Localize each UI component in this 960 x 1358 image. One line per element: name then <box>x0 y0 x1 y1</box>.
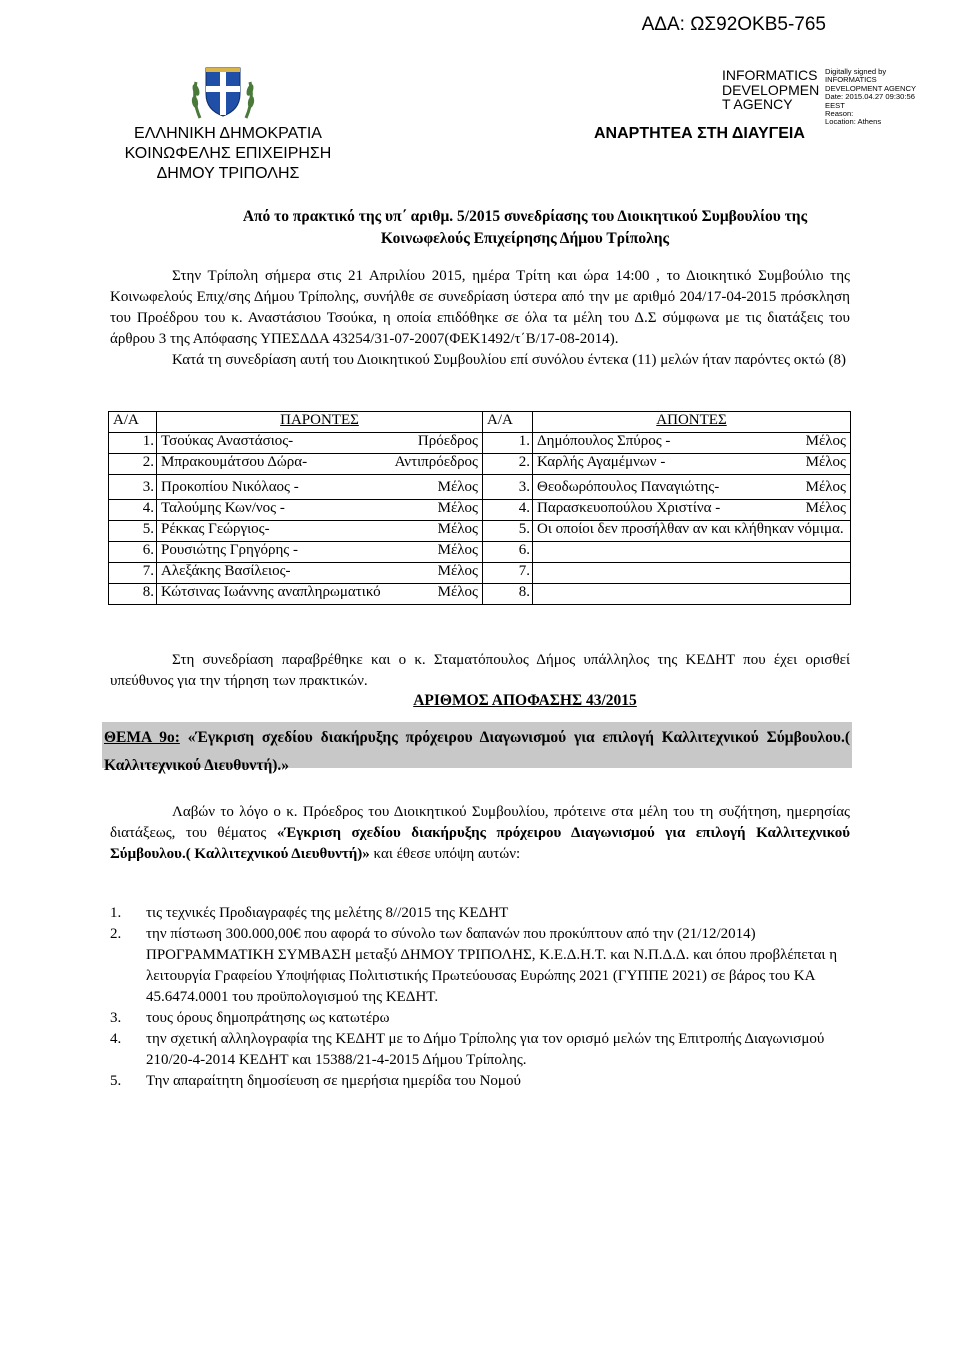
secretary-paragraph: Στη συνεδρίαση παραβρέθηκε και ο κ. Σταματόπουλος Δήμος υπάλληλος της ΚΕΔΗΤ που έχει ορισθεί υπεύθυνος για την τήρηση των πρακτικών. <box>110 652 850 689</box>
theme-box <box>102 722 852 774</box>
document-title-line1: Από το πρακτικό της υπ΄ αριθμ. 5/2015 συνεδρίασης του Διοικητικού Συμβουλίου της <box>242 208 808 225</box>
absent-role: Μέλος <box>805 454 846 470</box>
list-item <box>110 903 850 924</box>
signature-name <box>722 68 819 112</box>
item-text: Την απαραίτητη δημοσίευση σε ημερήσια ημερίδα του Νομού <box>146 1073 521 1089</box>
absent-name: Καρλής Αγαμέμνων - <box>537 454 666 470</box>
row-number: 3. <box>109 475 157 500</box>
attendance-table <box>108 411 851 605</box>
signature-detail-line: Reason: <box>825 109 854 119</box>
list-item <box>110 1008 850 1029</box>
present-name: Μπρακουμάτσου Δώρα- <box>161 454 308 470</box>
absent-name: Παρασκευοπούλου Χριστίνα - <box>537 500 721 516</box>
org-line-municipality: ΔΗΜΟΥ ΤΡΙΠΟΛΗΣ <box>156 165 300 182</box>
present-cell <box>157 454 483 475</box>
present-role: Αντιπρόεδρος <box>394 454 478 470</box>
body-text-end: και έθεσε υπόψη αυτών: <box>369 846 521 862</box>
org-line-enterprise: ΚΟΙΝΩΦΕΛΗΣ ΕΠΙΧΕΙΡΗΣΗ <box>124 145 332 162</box>
signature-name-line: INFORMATICS <box>722 67 818 83</box>
header-aa: Α/Α <box>109 412 157 433</box>
row-number: 7. <box>109 563 157 584</box>
absent-role: Μέλος <box>805 479 846 495</box>
row-number: 6. <box>483 542 533 563</box>
present-cell <box>157 584 483 605</box>
header-aa-2: Α/Α <box>483 412 533 433</box>
absent-cell <box>533 433 851 454</box>
present-cell <box>157 475 483 500</box>
list-item <box>110 1029 850 1071</box>
absent-note: Οι οποίοι δεν προσήλθαν αν και κλήθηκαν νόμιμα. <box>537 521 844 537</box>
theme-text: «Έγκριση σχεδίου διακήρυξης πρόχειρου Διαγωνισμού για επιλογή Καλλιτεχνικού Σύμβουλου.( Καλλιτεχνικού Διευθυντή).» <box>104 729 850 774</box>
secretary-section <box>110 650 850 692</box>
header-present <box>157 412 483 433</box>
present-role: Μέλος <box>437 563 478 579</box>
item-number: 5. <box>110 1073 122 1089</box>
signature-name-line: T AGENCY <box>722 96 793 112</box>
absent-name: Δημόπουλος Σπύρος - <box>537 433 671 449</box>
present-role: Μέλος <box>437 521 478 537</box>
ada-code: ΑΔΑ: ΩΣ92ΟΚΒ5-765 <box>641 14 826 35</box>
intro-paragraph-2: Κατά τη συνεδρίαση αυτή του Διοικητικού Συμβουλίου επί συνόλου έντεκα (11) μελών ήταν παρόντες οκτώ (8) <box>172 352 846 368</box>
header-absent <box>533 412 851 433</box>
item-text: τους όρους δημοπράτησης ως κατωτέρω <box>146 1010 390 1026</box>
absent-cell <box>533 584 851 605</box>
list-item <box>110 924 850 1008</box>
table-row <box>109 454 851 475</box>
header-absent-label: ΑΠΟΝΤΕΣ <box>656 412 727 428</box>
signature-detail-line: DEVELOPMENT AGENCY <box>825 83 917 93</box>
signature-detail-line: Digitally signed by <box>825 67 887 76</box>
header-present-label: ΠΑΡΟΝΤΕΣ <box>280 412 359 428</box>
table-row <box>109 584 851 605</box>
present-name: Κώτσινας Ιωάννης αναπληρωματικό <box>161 584 381 600</box>
absent-cell <box>533 454 851 475</box>
signature-detail-line: Location: Athens <box>825 117 882 127</box>
absent-name: Θεοδωρόπουλος Παναγιώτης- <box>537 479 720 495</box>
absent-cell <box>533 475 851 500</box>
body-section <box>110 802 850 865</box>
body-text-start: Λαβών το λόγο ο κ. Πρόεδρος του Διοικητικού Συμβουλίου, πρότεινε στα μέλη του τη συζήτηση, ημερησίας διατάξεως, του θέματος <box>110 804 850 841</box>
row-number: 3. <box>483 475 533 500</box>
intro-section <box>110 266 850 371</box>
row-number: 8. <box>109 584 157 605</box>
table-row <box>109 433 851 454</box>
org-line-country: ΕΛΛΗΝΙΚΗ ΔΗΜΟΚΡΑΤΙΑ <box>134 125 322 142</box>
item-text: τις τεχνικές Προδιαγραφές της μελέτης 8//2015 της ΚΕΔΗΤ <box>146 905 509 921</box>
table-row <box>109 542 851 563</box>
row-number: 5. <box>109 521 157 542</box>
present-name: Προκοπίου Νικόλαος - <box>161 479 299 495</box>
organization-header <box>108 124 348 184</box>
document-title-line2: Κοινωφελούς Επιχείρησης Δήμου Τρίπολης <box>380 230 670 247</box>
decision-number: ΑΡΙΘΜΟΣ ΑΠΟΦΑΣΗΣ 43/2015 <box>413 692 637 709</box>
present-cell <box>157 521 483 542</box>
row-number: 2. <box>483 454 533 475</box>
list-item <box>110 1071 850 1092</box>
signature-detail-line: INFORMATICS <box>825 75 877 85</box>
present-role: Μέλος <box>437 584 478 600</box>
row-number: 6. <box>109 542 157 563</box>
signature-details <box>825 68 916 127</box>
row-number: 7. <box>483 563 533 584</box>
present-cell <box>157 433 483 454</box>
table-row <box>109 500 851 521</box>
present-role: Μέλος <box>437 479 478 495</box>
row-number: 1. <box>483 433 533 454</box>
row-number: 5. <box>483 521 533 542</box>
signature-detail-line: Date: 2015.04.27 09:30:56 <box>825 92 915 102</box>
present-role: Μέλος <box>437 542 478 558</box>
present-role: Μέλος <box>437 500 478 516</box>
present-name: Ταλούμης Κων/νος - <box>161 500 285 516</box>
signature-detail-line: EEST <box>825 100 845 110</box>
present-name: Ρουσιώτης Γρηγόρης - <box>161 542 298 558</box>
present-cell <box>157 500 483 521</box>
item-number: 4. <box>110 1031 122 1047</box>
table-row <box>109 563 851 584</box>
item-text: την σχετική αλληλογραφία της ΚΕΔΗΤ με το Δήμο Τρίπολης για τον ορισμό μελών της Επιτροπής Διαγωνισμού 210/20-4-2014 ΚΕΔΗΤ και 15388/21-4-2015 Δήμου Τρίπολης. <box>146 1031 825 1068</box>
items-list <box>110 903 850 1092</box>
attendance-header-row <box>109 412 851 433</box>
present-name: Αλεξάκης Βασίλειος- <box>161 563 291 579</box>
absent-cell <box>533 563 851 584</box>
table-row <box>109 521 851 542</box>
absent-role: Μέλος <box>805 500 846 516</box>
row-number: 4. <box>483 500 533 521</box>
present-cell <box>157 563 483 584</box>
table-row <box>109 475 851 500</box>
item-number: 2. <box>110 926 122 942</box>
posting-notice: ΑΝΑΡΤΗΤΕΑ ΣΤΗ ΔΙΑΥΓΕΙΑ <box>594 125 805 142</box>
present-name: Τσούκας Αναστάσιος- <box>161 433 294 449</box>
signature-name-line: DEVELOPMEN <box>722 81 820 98</box>
absent-cell <box>533 542 851 563</box>
coat-of-arms-icon <box>190 60 256 120</box>
theme-label: ΘΕΜΑ 9ο: <box>104 729 180 746</box>
present-name: Ρέκκας Γεώργιος- <box>161 521 270 537</box>
body-text-bold: «Έγκριση σχεδίου διακήρυξης πρόχειρου Διαγωνισμού για επιλογή Καλλιτεχνικού Σύμβουλου.( Καλλιτεχνικού Διευθυντή)» <box>110 825 850 862</box>
item-number: 1. <box>110 905 122 921</box>
intro-paragraph-1: Στην Τρίπολη σήμερα στις 21 Απριλίου 2015, ημέρα Τρίτη και ώρα 14:00 , το Διοικητικό Συμβούλιο της Κοινωφελούς Επιχ/σης Δήμου Τρίπολης, συνήλθε σε συνεδρίαση ύστερα από την με αριθμό 204/17-04-2015 πρόσκληση του Προέδρου του κ. Αναστάσιου Τσούκα, η οποία επιδόθηκε σε όλα τα μέλη του Δ.Σ σύμφωνα με τις διατάξεις του άρθρου 3 της Απόφασης ΥΠΕΣΔΔΑ 43254/31-07-2007(ΦΕΚ1492/τ΄Β/17-08-2014). <box>110 268 850 347</box>
absent-cell <box>533 500 851 521</box>
row-number: 1. <box>109 433 157 454</box>
row-number: 4. <box>109 500 157 521</box>
item-number: 3. <box>110 1010 122 1026</box>
absent-role: Μέλος <box>805 433 846 449</box>
item-text: την πίστωση 300.000,00€ που αφορά το σύνολο των δαπανών που προκύπτουν από την (21/12/2014) ΠΡΟΓΡΑΜΜΑΤΙΚΗ ΣΥΜΒΑΣΗ μεταξύ ΔΗΜΟΥ ΤΡΙΠΟΛΗΣ, Κ.Ε.Δ.Η.Τ. και Ν.Π.Δ.Δ. και όπου προβλέπεται η λειτουργία Γραφείου Υποψήφιας Πολιτιστικής Πρωτεύουσας Ευρώπης 2021 (ΓΥΠΠΕ 2021) σε βάρος του ΚΑ 45.6474.0001 του προϋπολογισμού της ΚΕΔΗΤ. <box>146 926 838 1005</box>
present-role: Πρόεδρος <box>417 433 478 449</box>
row-number: 8. <box>483 584 533 605</box>
present-cell <box>157 542 483 563</box>
row-number: 2. <box>109 454 157 475</box>
absent-cell <box>533 521 851 542</box>
